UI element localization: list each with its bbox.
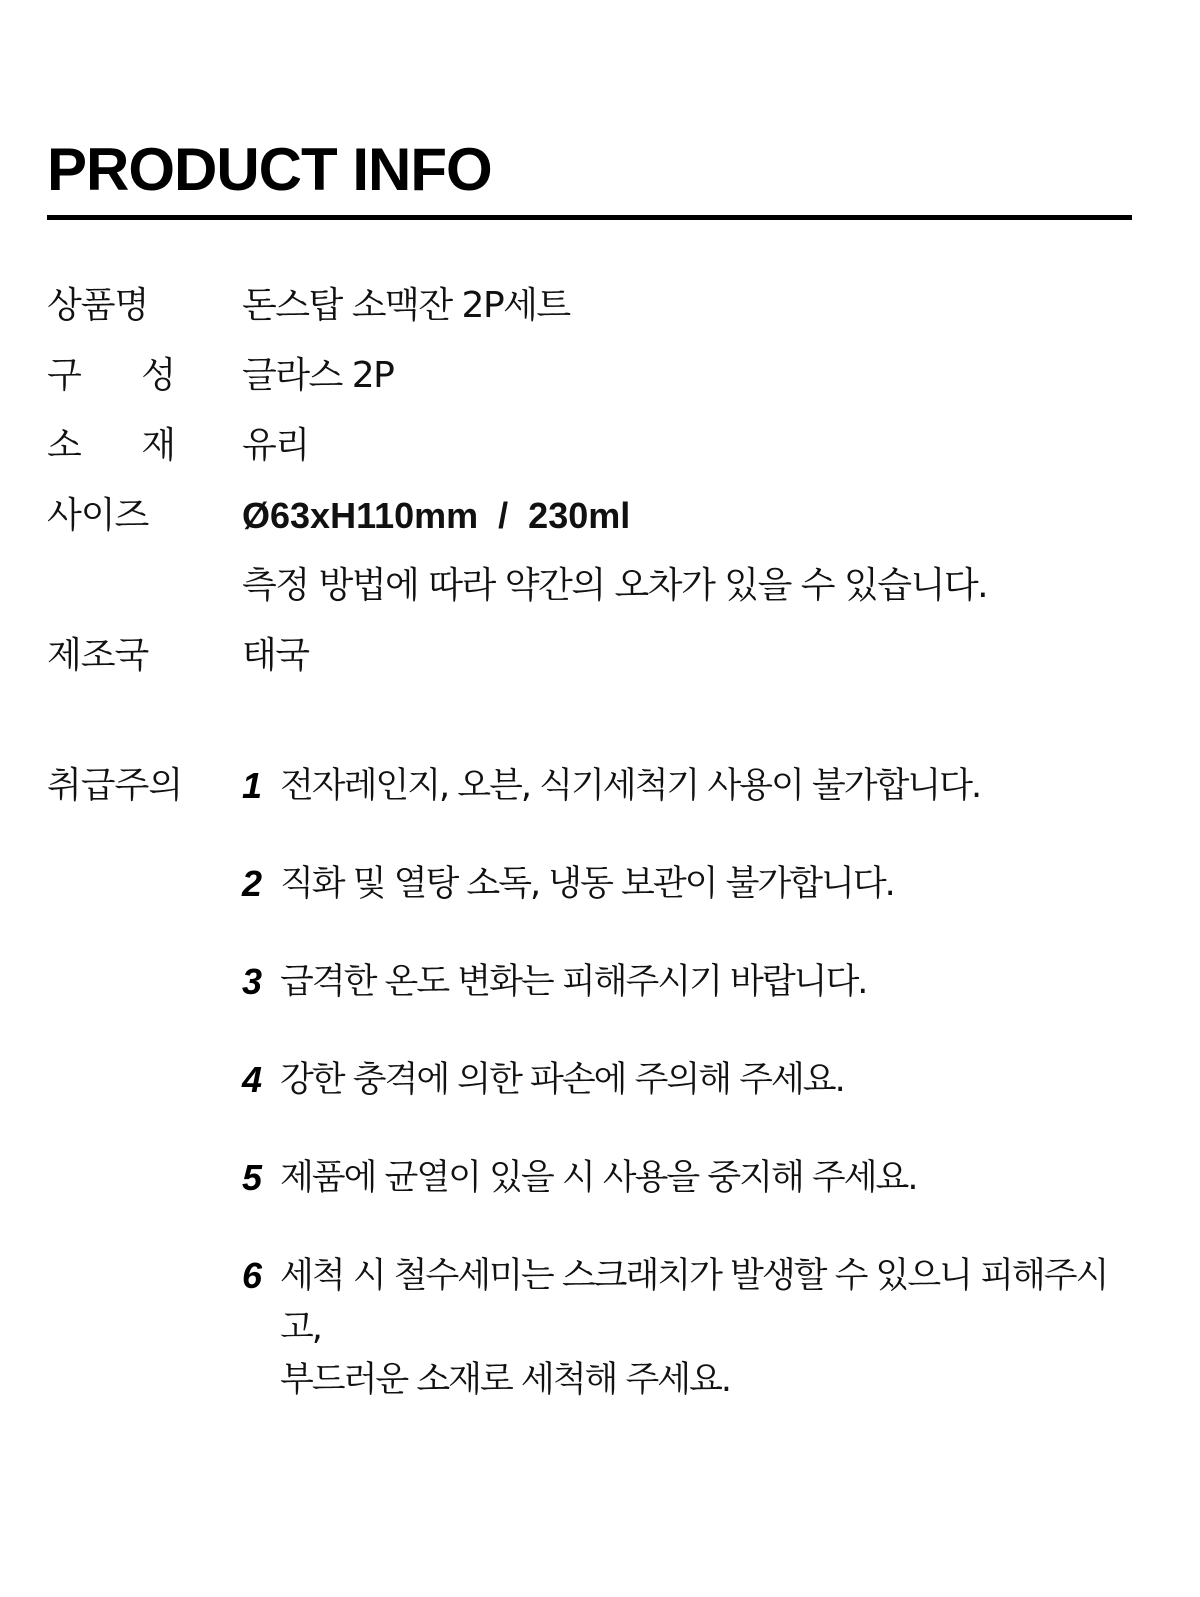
- info-row-composition: [47, 350, 1132, 420]
- care-item-text-line2: 부드러운 소재로 세척해 주세요.: [280, 1360, 731, 1400]
- material-label: 소 재: [47, 425, 200, 466]
- info-row-size: [47, 490, 1132, 560]
- care-item-text: 제품에 균열이 있을 시 사용을 중지해 주세요.: [280, 1158, 917, 1198]
- care-item: [242, 956, 1147, 1008]
- care-item-text: 강한 충격에 의한 파손에 주의해 주세요.: [280, 1060, 844, 1100]
- info-row-origin: [47, 630, 1132, 700]
- origin-value: 태국: [242, 635, 309, 676]
- care-item-text-line1: 세척 시 철수세미는 스크래치가 발생할 수 있으니 피해주시고,: [280, 1256, 1108, 1348]
- info-row-size-note: [47, 560, 1132, 630]
- info-row-material: [47, 420, 1132, 490]
- material-value: 유리: [242, 425, 309, 466]
- care-item: [242, 858, 1147, 910]
- care-item-number: 2: [242, 863, 263, 904]
- care-item-text: 급격한 온도 변화는 피해주시기 바랍니다.: [280, 962, 867, 1002]
- care-label: 취급주의: [47, 765, 183, 806]
- care-item-number: 3: [242, 961, 263, 1002]
- care-item: [242, 1250, 1147, 1406]
- care-item-number: 6: [242, 1255, 263, 1296]
- info-row-product-name: [47, 280, 1132, 350]
- care-item-text: 직화 및 열탕 소독, 냉동 보관이 불가합니다.: [280, 864, 894, 904]
- care-item: [242, 1152, 1147, 1204]
- care-item-number: 1: [242, 765, 263, 806]
- size-label: 사이즈: [47, 495, 149, 536]
- care-item: [242, 1054, 1147, 1106]
- care-item-text-multiline: [280, 1250, 1147, 1406]
- care-item-text: 전자레인지, 오븐, 식기세척기 사용이 불가합니다.: [280, 766, 981, 806]
- product-name-value: 돈스탑 소맥잔 2P세트: [242, 285, 570, 326]
- composition-value: 글라스 2P: [242, 355, 394, 396]
- product-name-label: 상품명: [47, 285, 149, 326]
- size-note: 측정 방법에 따라 약간의 오차가 있을 수 있습니다.: [242, 565, 988, 606]
- care-item: [242, 760, 1147, 812]
- care-item-number: 5: [242, 1157, 263, 1198]
- origin-label: 제조국: [47, 635, 149, 676]
- composition-label: 구 성: [47, 355, 200, 396]
- size-value: Ø63xH110mm / 230ml: [242, 495, 631, 536]
- care-item-number: 4: [242, 1059, 263, 1100]
- care-section: [47, 760, 1147, 1452]
- product-info-table: [47, 280, 1132, 700]
- title-divider: [47, 215, 1132, 220]
- page-title: PRODUCT INFO: [47, 136, 492, 203]
- care-list: [242, 760, 1147, 1452]
